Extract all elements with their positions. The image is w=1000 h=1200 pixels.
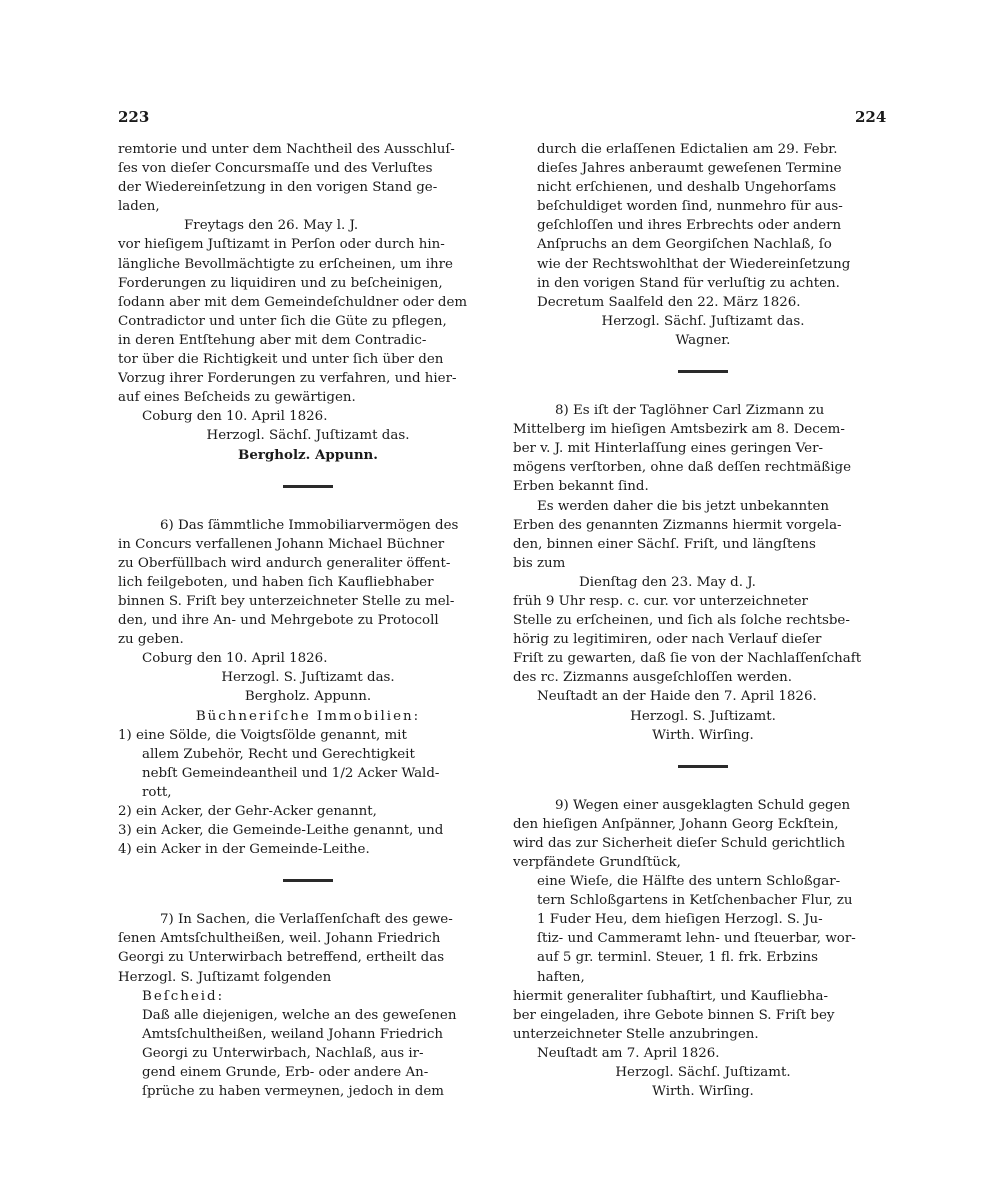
text-line: Büchneriſche Immobilien:	[195, 708, 421, 724]
text-line: binnen S. Friſt bey unterzeichneter Stelle zu mel-	[118, 593, 455, 609]
spacer	[118, 465, 498, 485]
text-line: Herzogl. S. Juſtizamt.	[630, 708, 776, 724]
text-line: Anſpruchs an dem Georgiſchen Nachlaß, ſo	[537, 237, 832, 253]
text-line: ſodann aber mit dem Gemeindeſchuldner oder dem	[118, 294, 468, 310]
text-line: Beſcheid:	[142, 988, 225, 1004]
text-line: verpfändete Grundſtück,	[513, 855, 681, 870]
text-line: Contradictor und unter ſich die Güte zu pflegen,	[118, 313, 447, 329]
spacer	[513, 350, 893, 370]
text-line: Bergholz. Appunn.	[238, 446, 378, 463]
text-line: ber eingeladen, ihre Gebote binnen S. Friſt bey	[513, 1007, 835, 1023]
text-line: remtorie und unter dem Nachtheil des Ausschluſ-	[118, 142, 455, 157]
text-line: tor über die Richtigkeit und unter ſich über den	[118, 352, 444, 368]
text-line: eine Wieſe, die Hälfte des untern Schloßgar-	[537, 874, 841, 890]
text-line: wie der Rechtswohlthat der Wiedereinſetzung	[537, 256, 851, 272]
text-line: den, und ihre An- und Mehrgebote zu Protocoll	[118, 613, 439, 629]
text-line: Vorzug ihrer Forderungen zu verfahren, und hier-	[118, 371, 457, 387]
text-line: lich feilgeboten, und haben ſich Kaufliebhaber	[118, 574, 434, 590]
left-column	[118, 140, 498, 1101]
spacer	[118, 859, 498, 879]
text-line: nebſt Gemeindeantheil und 1/2 Acker Wald-	[142, 765, 440, 781]
text-line: Es werden daher die bis jetzt unbekannten	[537, 498, 830, 514]
text-line: Herzogl. Sächſ. Juſtizamt das.	[206, 428, 410, 444]
text-line: längliche Bevollmächtigte zu erſcheinen, um ihre	[118, 256, 453, 272]
text-line: Mittelberg im hieſigen Amtsbezirk am 8. Decem-	[513, 422, 845, 438]
text-line: zu Oberfüllbach wird andurch generaliter öffent-	[118, 555, 451, 571]
text-line: 8) Es iſt der Taglöhner Carl Zizmann zu	[555, 403, 825, 419]
text-line: hiermit generaliter ſubhaſtirt, und Kaufliebha-	[513, 988, 829, 1004]
page-number-right: 224	[855, 108, 887, 126]
text-line: 6) Das ſämmtliche Immobiliarvermögen des	[160, 517, 459, 533]
text-line: geſchloſſen und ihres Erbrechts oder andern	[537, 218, 842, 234]
text-line: laden,	[118, 199, 160, 215]
text-line: mögens verſtorben, ohne daß deſſen rechtmäßige	[513, 460, 852, 476]
text-line: 4) ein Acker in der Gemeinde-Leithe.	[118, 842, 370, 858]
text-line: 3) ein Acker, die Gemeinde-Leithe genannt, und	[118, 823, 444, 839]
text-line: vor hieſigem Juſtizamt in Perſon oder durch hin-	[118, 237, 445, 253]
text-line: den hieſigen Anſpänner, Johann Georg Eckſtein,	[513, 816, 839, 832]
text-line: Dienſtag den 23. May d. J.	[579, 574, 756, 590]
text-line: Wagner.	[675, 332, 731, 348]
text-line: Coburg den 10. April 1826.	[142, 409, 328, 425]
text-line: Neuſtadt am 7. April 1826.	[537, 1045, 720, 1061]
text-line: Friſt zu gewarten, daß ſie von der Nachlaſſenſchaft	[513, 651, 862, 667]
text-line: früh 9 Uhr resp. c. cur. vor unterzeichneter	[513, 593, 808, 609]
text-line: ber v. J. mit Hinterlaſſung eines geringen Ver-	[513, 441, 824, 457]
text-line: Wirth. Wirſing.	[652, 727, 754, 743]
spacer	[118, 488, 498, 516]
text-line: tern Schloßgartens in Ketſchenbacher Flur, zu	[537, 893, 853, 909]
text-line: gend einem Grunde, Erb- oder andere An-	[142, 1065, 429, 1081]
text-line: Georgi zu Unterwirbach betreffend, ertheilt das	[118, 950, 445, 966]
text-line: 2) ein Acker, der Gehr-Acker genannt,	[118, 804, 377, 819]
text-line: 7) In Sachen, die Verlaſſenſchaft des gewe-	[160, 912, 453, 928]
text-line: ſprüche zu haben vermeynen, jedoch in dem	[142, 1084, 444, 1100]
right-column	[513, 140, 893, 1101]
text-line: den, binnen einer Sächſ. Friſt, und längſtens	[513, 536, 816, 552]
page-number-left: 223	[118, 108, 150, 126]
text-line: Bergholz. Appunn.	[244, 689, 372, 705]
text-line: durch die erlaſſenen Edictalien am 29. Febr.	[537, 142, 838, 157]
text-line: auf eines Beſcheids zu gewärtigen.	[118, 390, 356, 406]
text-line: Stelle zu erſcheinen, und ſich als ſolche rechtsbe-	[513, 613, 850, 629]
text-line: Erben bekannt ſind.	[513, 479, 649, 495]
spacer	[513, 768, 893, 796]
text-line: des rc. Zizmanns ausgeſchloſſen werden.	[513, 670, 793, 686]
text-line: 1) eine Sölde, die Voigtsſölde genannt, mit	[118, 727, 407, 743]
text-line: Georgi zu Unterwirbach, Nachlaß, aus ir-	[142, 1045, 424, 1061]
text-line: Herzogl. S. Juſtizamt das.	[221, 670, 395, 686]
text-line: ſenen Amtsſchultheißen, weil. Johann Friedrich	[118, 931, 441, 947]
text-line: 1 Fuder Heu, dem hieſigen Herzogl. S. Ju-	[537, 912, 823, 928]
text-line: dieſes Jahres anberaumt geweſenen Termine	[537, 161, 842, 177]
text-line: Neuſtadt an der Haide den 7. April 1826.	[537, 689, 817, 705]
text-line: in Concurs verfallenen Johann Michael Büchner	[118, 536, 445, 552]
text-line: Herzogl. S. Juſtizamt folgenden	[118, 969, 332, 985]
spacer	[118, 882, 498, 910]
text-line: Forderungen zu liquidiren und zu beſcheinigen,	[118, 275, 443, 291]
text-line: Freytags den 26. May l. J.	[184, 218, 359, 234]
text-line: auf 5 gr. terminl. Steuer, 1 fl. frk. Erbzins	[537, 950, 818, 966]
spacer	[513, 373, 893, 401]
text-line: ſes von dieſer Concursmaſſe und des Verluſtes	[118, 161, 433, 177]
text-line: 9) Wegen einer ausgeklagten Schuld gegen	[555, 797, 851, 813]
spacer	[513, 745, 893, 765]
text-line: der Wiedereinſetzung in den vorigen Stand ge-	[118, 180, 438, 196]
text-line: wird das zur Sicherheit dieſer Schuld gerichtlich	[513, 835, 846, 851]
text-line: in den vorigen Stand für verluſtig zu achten.	[537, 275, 840, 291]
text-line: allem Zubehör, Recht und Gerechtigkeit	[142, 746, 415, 762]
text-line: unterzeichneter Stelle anzubringen.	[513, 1026, 759, 1042]
text-line: Herzogl. Sächſ. Juſtizamt.	[615, 1065, 791, 1081]
text-line: Herzogl. Sächſ. Juſtizamt das.	[601, 313, 805, 329]
text-line: bis zum	[513, 555, 566, 571]
text-line: hörig zu legitimiren, oder nach Verlauf dieſer	[513, 632, 822, 648]
text-line: nicht erſchienen, und deshalb Ungehorſams	[537, 180, 837, 196]
text-line: Amtsſchultheißen, weiland Johann Friedrich	[142, 1026, 444, 1042]
text-line: Coburg den 10. April 1826.	[142, 651, 328, 667]
text-line: haften,	[537, 969, 585, 985]
text-line: rott,	[142, 784, 172, 800]
text-line: in deren Entſtehung aber mit dem Contradic-	[118, 332, 427, 348]
text-line: Erben des genannten Zizmanns hiermit vorgela-	[513, 517, 842, 533]
text-line: Decretum Saalfeld den 22. März 1826.	[537, 294, 801, 310]
text-line: Daß alle diejenigen, welche an des geweſenen	[142, 1007, 457, 1023]
text-line: ſtiz- und Cammeramt lehn- und ſteuerbar, wor-	[537, 931, 856, 947]
text-line: beſchuldiget worden ſind, nunmehro für aus-	[537, 199, 843, 215]
text-line: zu geben.	[118, 632, 184, 648]
text-line: Wirth. Wirſing.	[652, 1084, 754, 1100]
